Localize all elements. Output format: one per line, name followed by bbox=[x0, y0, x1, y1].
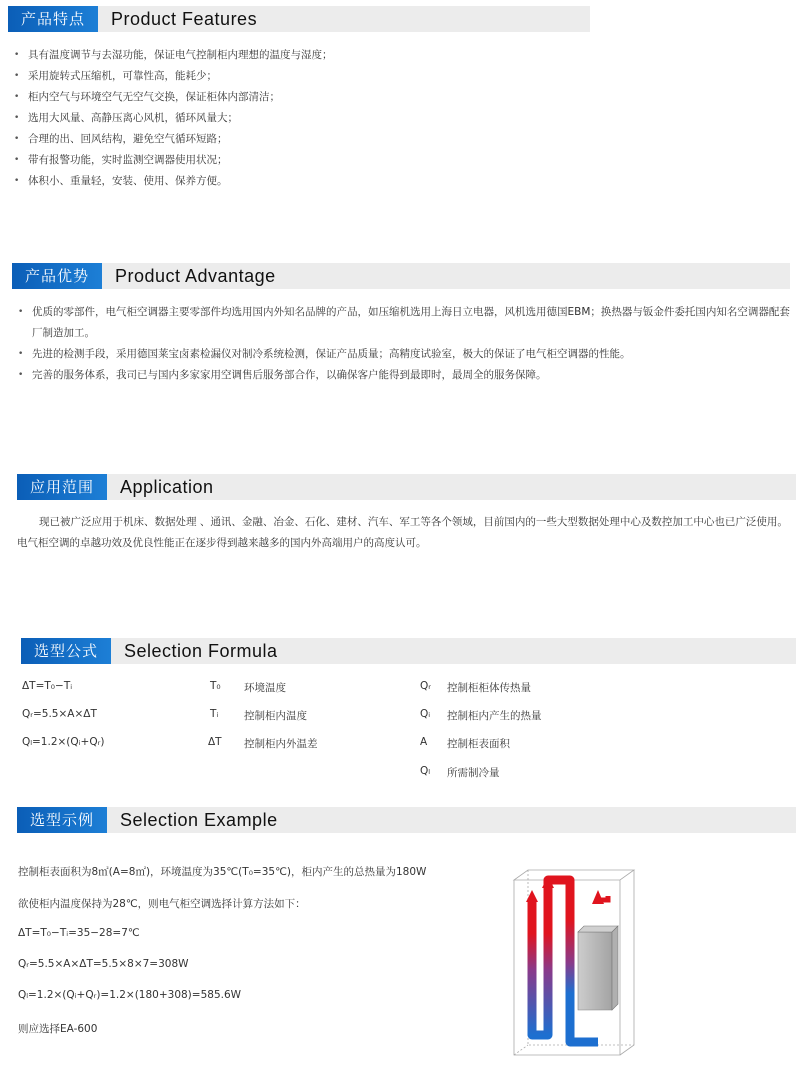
section-header-advantage bbox=[12, 263, 790, 289]
symbol-qr: Qᵣ bbox=[420, 680, 431, 692]
section-title-en: Product Features bbox=[111, 9, 258, 29]
list-item: • 具有温度调节与去湿功能，保证电气控制柜内理想的温度与湿度； bbox=[14, 45, 574, 66]
section-title-en: Product Advantage bbox=[115, 266, 276, 286]
desc-ql: 所需制冷量 bbox=[447, 767, 500, 779]
desc-t0: 环境温度 bbox=[244, 682, 286, 694]
desc-delta-t: 控制柜内外温差 bbox=[244, 738, 318, 750]
section-header-features bbox=[8, 6, 590, 32]
section-title-en: Selection Example bbox=[120, 810, 278, 830]
symbol-delta-t: ΔT bbox=[208, 736, 222, 748]
formula-ql: Qₗ=1.2×(Qᵢ+Qᵣ) bbox=[22, 736, 105, 748]
section-tag-cn: 产品优势 bbox=[12, 263, 102, 289]
example-line: Qₗ=1.2×(Qᵢ+Qᵣ)=1.2×(180+308)=585.6W bbox=[18, 989, 242, 1001]
desc-a: 控制柜表面积 bbox=[447, 738, 510, 750]
advantage-list bbox=[18, 302, 790, 386]
desc-qr: 控制柜柜体传热量 bbox=[447, 682, 531, 694]
example-line: ΔT=T₀−Tᵢ=35−28=7℃ bbox=[18, 927, 140, 939]
section-header-formula bbox=[21, 638, 796, 664]
list-item: • 采用旋转式压缩机，可靠性高，能耗少； bbox=[14, 66, 574, 87]
application-text: 现已被广泛应用于机床、数据处理 、通讯、金融、冶金、石化、建材、汽车、军工等各个领域，目前国内的一些大型数据处理中心及数控加工中心也已广泛使用。电气柜空调的卓越功效及优良性能正在逐步得到越来越多的国内外高端用户的高度认可。 bbox=[17, 516, 788, 549]
cabinet-airflow-illustration bbox=[500, 860, 645, 1065]
symbol-qi: Qᵢ bbox=[420, 708, 431, 720]
list-item: • 柜内空气与环境空气无空气交换，保证柜体内部清洁； bbox=[14, 87, 574, 108]
list-item: • 完善的服务体系，我司已与国内多家家用空调售后服务部合作，以确保客户能得到最即时，最周全的服务保障。 bbox=[18, 365, 790, 386]
list-item: • 合理的出、回风结构，避免空气循环短路； bbox=[14, 129, 574, 150]
symbol-t0: T₀ bbox=[210, 680, 221, 692]
section-tag-cn: 选型示例 bbox=[17, 807, 107, 833]
section-header-example bbox=[17, 807, 796, 833]
section-title-en: Selection Formula bbox=[124, 641, 278, 661]
formula-qr: Qᵣ=5.5×A×ΔT bbox=[22, 708, 97, 720]
section-title-en: Application bbox=[120, 477, 214, 497]
desc-qi: 控制柜内产生的热量 bbox=[447, 710, 542, 722]
symbol-ti: Tᵢ bbox=[210, 708, 219, 720]
section-tag-cn: 产品特点 bbox=[8, 6, 98, 32]
example-line: 欲使柜内温度保持为28℃，则电气柜空调选择计算方法如下： bbox=[18, 898, 306, 910]
section-tag-cn: 选型公式 bbox=[21, 638, 111, 664]
symbol-a: A bbox=[420, 736, 428, 748]
desc-ti: 控制柜内温度 bbox=[244, 710, 307, 722]
list-item: • 优质的零部件，电气柜空调器主要零部件均选用国内外知名品牌的产品，如压缩机选用上海日立电器，风机选用德国EBM；换热器与钣金件委托国内知名空调器配套厂制造加工。 bbox=[18, 302, 790, 344]
left-airflow-loop bbox=[526, 890, 548, 1035]
section-header-application bbox=[17, 474, 796, 500]
example-line: 则应选择EA-600 bbox=[18, 1023, 98, 1035]
list-item: • 选用大风量、高静压离心风机，循环风量大； bbox=[14, 108, 574, 129]
list-item: • 带有报警功能，实时监测空调器使用状况； bbox=[14, 150, 574, 171]
formula-delta-t: ΔT=T₀−Tᵢ bbox=[22, 680, 73, 692]
example-line: Qᵣ=5.5×A×ΔT=5.5×8×7=308W bbox=[18, 958, 189, 970]
list-item: • 先进的检测手段，采用德国莱宝卤素检漏仪对制冷系统检测，保证产品质量；高精度试验室，极大的保证了电气柜空调器的性能。 bbox=[18, 344, 790, 365]
section-tag-cn: 应用范围 bbox=[17, 474, 107, 500]
list-item: • 体积小、重量轻，安装、使用、保养方便。 bbox=[14, 171, 574, 192]
symbol-ql: Qₗ bbox=[420, 765, 431, 777]
example-line: 控制柜表面积为8㎡(A=8㎡)，环境温度为35℃(T₀=35℃)，柜内产生的总热量为180W bbox=[18, 866, 427, 878]
features-list bbox=[14, 45, 574, 192]
